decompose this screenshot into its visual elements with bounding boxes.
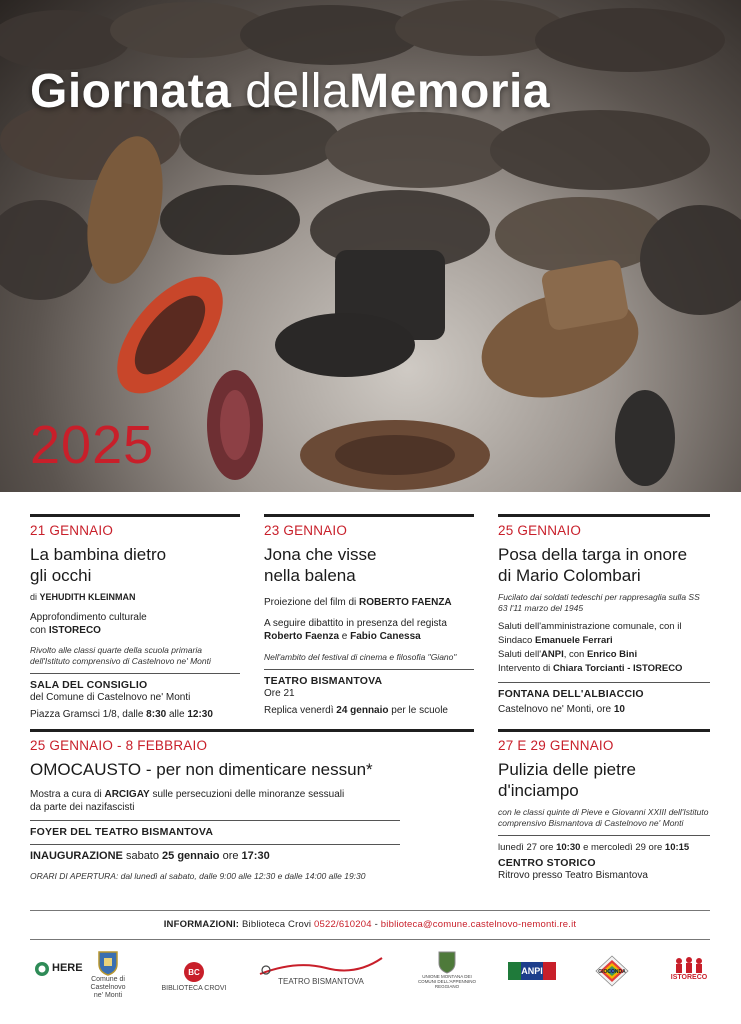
logo-teatro[interactable]: [256, 956, 386, 986]
istoreco-label: ISTORECO: [670, 974, 708, 981]
event-description: [498, 620, 710, 676]
inaug-label: INAUGURAZIONE: [30, 850, 123, 862]
info-venue: Biblioteca Crovi: [242, 919, 312, 930]
divider: [498, 729, 710, 732]
event-date: 25 GENNAIO: [498, 523, 582, 538]
desc-line: da parte dei nazifascisti: [30, 802, 135, 813]
event-title-line: nella balena: [264, 566, 356, 585]
event-description: [30, 611, 240, 637]
event-note: Fucilato dai soldati tedeschi per rappresaglia sulla SS 63 l'11 marzo del 1945: [498, 592, 700, 613]
event-note: Rivolto alle classi quarte della scuola primaria dell'Istituto comprensivo di Castelnovo ne' Monti: [30, 645, 211, 666]
time-sep: alle: [168, 709, 185, 720]
event-title-line: gli occhi: [30, 566, 92, 585]
guest-sep: e: [341, 631, 348, 642]
logo-comune[interactable]: [86, 950, 130, 1000]
event-title: [498, 759, 710, 801]
replica-suffix: per le scuole: [391, 705, 448, 716]
bc-label: BIBLIOTECA CROVI: [161, 985, 227, 992]
crest-icon: [97, 950, 119, 976]
inaug-date: 25 gennaio: [162, 850, 220, 862]
teatro-swoosh-icon: [256, 956, 386, 978]
anpi-flag-icon: [508, 962, 556, 980]
event-omocausto: [30, 729, 474, 882]
teatro-label: TEATRO BISMANTOVA: [278, 977, 364, 986]
anpi-name: ANPI: [541, 649, 564, 660]
guest-2: Fabio Canessa: [350, 631, 421, 642]
event-25-gennaio: [498, 514, 710, 716]
guest-1: Roberto Faenza: [264, 631, 340, 642]
info-label: INFORMAZIONI:: [163, 919, 240, 930]
place-sub-time: 10: [613, 704, 625, 715]
desc-prefix: Intervento di: [498, 663, 551, 674]
event-title-line: Posa della targa in onore: [498, 545, 688, 564]
logo-here[interactable]: [32, 960, 92, 978]
inaug-time: 17:30: [241, 850, 270, 862]
sched-a: lunedì 27 ore: [498, 842, 554, 853]
here-label: HERE: [52, 962, 83, 974]
event-pietre-inciampo: [498, 729, 710, 882]
desc-org: ISTORECO: [48, 625, 101, 636]
info-phone[interactable]: 0522/610204: [314, 919, 372, 930]
info-bar: [30, 910, 710, 940]
place-sub-text: Castelnovo ne' Monti, ore: [498, 704, 612, 715]
debate-text: A seguire dibattito in presenza del regista: [264, 618, 447, 629]
comune-label: Comune di Castelnovo ne' Monti: [90, 976, 126, 999]
address-text: Piazza Gramsci 1/8, dalle: [30, 709, 144, 720]
time-from: 8:30: [146, 709, 167, 720]
event-address: [30, 708, 240, 721]
event-date: 25 GENNAIO - 8 FEBBRAIO: [30, 738, 208, 753]
time-b: 10:15: [664, 842, 690, 853]
inaug-mid: sabato: [125, 850, 159, 862]
desc-line: Approfondimento culturale: [30, 612, 147, 623]
desc-prefix: Mostra a cura di: [30, 789, 102, 800]
event-place-sub: [498, 703, 710, 716]
time-a: 10:30: [556, 842, 581, 853]
event-title: [264, 544, 474, 586]
title-part-1: Giornata: [30, 65, 232, 118]
info-sep: -: [374, 919, 378, 930]
desc-prefix: Proiezione del film di: [264, 597, 357, 608]
event-place: SALA DEL CONSIGLIO: [30, 679, 148, 691]
logo-anpi[interactable]: [507, 962, 557, 980]
logo-unione[interactable]: [415, 950, 479, 989]
event-description: [30, 788, 474, 814]
event-note: con le classi quinte di Pieve e Giovanni XXIII dell'Istituto comprensivo Bismantova di Castelnovo ne' Monti: [498, 807, 709, 828]
event-debate: [264, 617, 474, 643]
author-prefix: di: [30, 592, 38, 602]
event-title: [498, 544, 710, 586]
unione-label: UNIONE MONTANA DEI COMUNI DELL'APPENNINO REGGIANO: [417, 974, 477, 989]
logo-arcigay[interactable]: [590, 954, 634, 976]
event-time: Ore 21: [264, 688, 295, 699]
divider: [498, 682, 710, 683]
speaker-name: Chiara Torcianti - ISTORECO: [552, 663, 683, 674]
desc-prefix: con: [30, 625, 47, 636]
event-place: FONTANA DELL'ALBIACCIO: [498, 688, 644, 700]
event-replica: [264, 704, 474, 717]
hero-photo: [0, 0, 741, 492]
event-place: CENTRO STORICO: [498, 857, 596, 869]
inaug-ore: ore: [222, 850, 239, 862]
event-21-gennaio: [30, 514, 240, 721]
replica-prefix: Replica venerdì: [264, 705, 334, 716]
event-place: TEATRO BISMANTOVA: [264, 675, 383, 687]
time-to: 12:30: [187, 709, 213, 720]
author-name: YEHUDITH KLEINMAN: [39, 592, 136, 602]
istoreco-people-icon: [671, 956, 707, 974]
event-place-sub: Ritrovo presso Teatro Bismantova: [498, 870, 648, 881]
divider: [30, 514, 240, 517]
replica-date: 24 gennaio: [336, 705, 389, 716]
info-email[interactable]: biblioteca@comune.castelnovo-nemonti.re.it: [380, 919, 577, 930]
event-title-line: La bambina dietro: [30, 545, 167, 564]
mayor-name: Emanuele Ferrari: [534, 635, 613, 646]
desc-suffix: sulle persecuzioni delle minoranze sessuali: [152, 789, 345, 800]
divider: [30, 844, 400, 845]
event-title: OMOCAUSTO - per non dimenticare nessun*: [30, 760, 373, 779]
desc-line: Saluti dell'amministrazione comunale, con il: [498, 621, 682, 632]
logo-istoreco[interactable]: [666, 956, 712, 982]
event-place: FOYER DEL TEATRO BISMANTOVA: [30, 826, 214, 838]
event-schedule: [498, 841, 710, 854]
event-date: 21 GENNAIO: [30, 523, 114, 538]
divider: [30, 820, 400, 821]
desc-prefix: Saluti dell': [498, 649, 542, 660]
event-hours: ORARI DI APERTURA: dal lunedì al sabato, dalle 9:00 alle 12:30 e dalle 14:00 alle 19:30: [30, 871, 366, 881]
event-date: 23 GENNAIO: [264, 523, 348, 538]
event-note: Nell'ambito del festival di cinema e filosofia "Giano": [264, 652, 457, 662]
divider: [30, 729, 474, 732]
divider: [498, 514, 710, 517]
event-23-gennaio: [264, 514, 474, 717]
event-inauguration: [30, 850, 474, 863]
event-author: [30, 591, 240, 603]
event-date: 27 E 29 GENNAIO: [498, 738, 614, 753]
sched-b: e mercoledì 29 ore: [583, 842, 663, 853]
event-title-line: di Mario Colombari: [498, 566, 641, 585]
event-title: [30, 544, 240, 586]
director: ROBERTO FAENZA: [359, 597, 452, 608]
event-place-sub: del Comune di Castelnovo ne' Monti: [30, 692, 191, 703]
divider: [264, 514, 474, 517]
divider: [264, 669, 474, 670]
page-title: [30, 64, 550, 119]
divider: [30, 673, 240, 674]
arcigay-label: GIOCONDA: [598, 969, 626, 975]
desc-mid: , con: [563, 649, 585, 660]
year-label: 2025: [30, 415, 155, 475]
divider: [498, 835, 710, 836]
title-part-2: della: [245, 65, 350, 118]
event-title-line: Jona che visse: [264, 545, 377, 564]
org-name: ARCIGAY: [104, 789, 150, 800]
event-title-line: Pulizia delle pietre: [498, 760, 636, 779]
event-description: [264, 596, 474, 609]
event-title-line: d'inciampo: [498, 781, 579, 800]
title-part-3: Memoria: [349, 65, 551, 118]
anpi-person: Enrico Bini: [586, 649, 638, 660]
anpi-label: ANPI: [521, 962, 543, 980]
desc-prefix: Sindaco: [498, 635, 533, 646]
bc-icon: BC: [184, 962, 204, 982]
logo-biblioteca[interactable]: [158, 962, 230, 993]
unione-crest-icon: [437, 950, 457, 974]
